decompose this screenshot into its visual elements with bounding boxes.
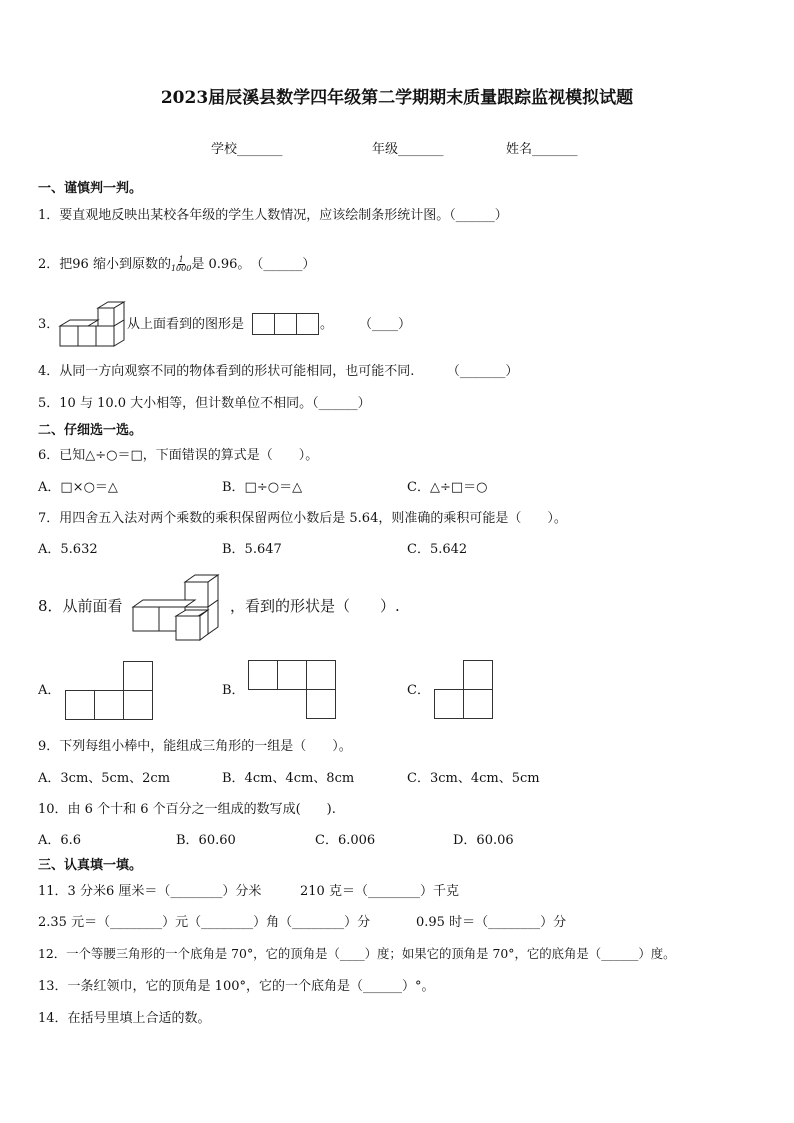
question-5: 5．10 与 10.0 大小相等，但计数单位不相同。（______） <box>38 396 371 411</box>
fraction-numerator: 1 <box>178 255 184 264</box>
question-11-part-3: 2.35 元＝（________）元（________）角（________）分 <box>38 915 371 930</box>
section-heading-2: 二、仔细选一选。 <box>38 423 143 438</box>
section-heading-1: 一、谨慎判一判。 <box>38 181 143 196</box>
q8c-square <box>463 660 493 690</box>
q8-option-b[interactable]: B． <box>222 683 245 698</box>
q6-option-a[interactable]: A．□×○＝△ <box>38 480 118 495</box>
q6-option-b[interactable]: B．□÷○＝△ <box>222 480 303 495</box>
q8b-square <box>306 660 336 690</box>
q8a-square <box>123 690 153 720</box>
q8-cube-figure <box>130 572 220 642</box>
question-2 <box>38 256 315 273</box>
question-3-number: 3． <box>38 317 60 332</box>
q8c-square <box>434 689 464 719</box>
q8b-square <box>248 660 278 690</box>
question-11-part-1: 11．3 分米6 厘米＝（________）分米 <box>38 884 262 899</box>
question-13: 13．一条红领巾，它的顶角是 100°，它的一个底角是（______）°。 <box>38 979 435 994</box>
q8b-square <box>277 660 307 690</box>
question-4: 4．从同一方向观察不同的物体看到的形状可能相同，也可能不同. （_______） <box>38 364 519 379</box>
top-view-square-3 <box>296 313 319 335</box>
q7-option-b[interactable]: B．5.647 <box>222 542 282 557</box>
top-view-square-1 <box>252 313 275 335</box>
q8a-square <box>123 661 153 691</box>
top-view-square-2 <box>274 313 297 335</box>
question-8-pre: 8．从前面看 <box>38 597 123 615</box>
question-2-post: 是 0.96。 （______） <box>191 257 316 272</box>
q10-option-d[interactable]: D．60.06 <box>453 833 514 848</box>
question-7: 7．用四舍五入法对两个乘数的乘积保留两位小数后是 5.64，则准确的乘积可能是（ ）。 <box>38 511 567 526</box>
q8b-square <box>306 689 336 719</box>
q9-option-c[interactable]: C．3cm、4cm、5cm <box>407 771 540 786</box>
q3-cube-figure <box>58 300 126 350</box>
question-12: 12．一个等腰三角形的一个底角是 70°，它的顶角是（____）度；如果它的顶角是 70°，它的底角是（______）度。 <box>38 946 676 961</box>
q8a-square <box>65 690 95 720</box>
q6-option-c[interactable]: C．△÷□＝○ <box>407 480 488 495</box>
section-heading-3: 三、认真填一填。 <box>38 858 143 873</box>
q9-option-a[interactable]: A．3cm、5cm、2cm <box>38 771 171 786</box>
question-3-answer: 。 （____） <box>320 317 412 332</box>
q9-option-b[interactable]: B．4cm、4cm、8cm <box>222 771 355 786</box>
question-11-part-4: 0.95 时＝（________）分 <box>416 915 567 930</box>
grade-field[interactable]: 年级_______ <box>372 142 444 157</box>
q8-option-c[interactable]: C． <box>407 683 430 698</box>
fraction <box>171 256 191 273</box>
question-11-part-2: 210 克＝（________）千克 <box>300 884 459 899</box>
q8c-square <box>463 689 493 719</box>
q7-option-c[interactable]: C．5.642 <box>407 542 468 557</box>
question-9: 9．下列每组小棒中，能组成三角形的一组是（ ）。 <box>38 739 352 754</box>
question-14: 14．在括号里填上合适的数。 <box>38 1011 211 1026</box>
name-field[interactable]: 姓名_______ <box>506 142 578 157</box>
q8a-square <box>94 690 124 720</box>
question-8-post: ，看到的形状是（ ）. <box>230 597 400 615</box>
question-3-text: 从上面看到的图形是 <box>127 317 245 332</box>
question-10: 10．由 6 个十和 6 个百分之一组成的数写成( ). <box>38 802 336 817</box>
page-title: 2023届辰溪县数学四年级第二学期期末质量跟踪监视模拟试题 <box>160 88 634 108</box>
q10-option-b[interactable]: B．60.60 <box>176 833 236 848</box>
q10-option-a[interactable]: A．6.6 <box>38 833 82 848</box>
question-2-pre: 2．把96 缩小到原数的 <box>38 257 171 272</box>
q10-option-c[interactable]: C．6.006 <box>315 833 376 848</box>
q7-option-a[interactable]: A．5.632 <box>38 542 98 557</box>
q8-option-a[interactable]: A． <box>38 683 61 698</box>
fraction-denominator: 1000 <box>170 264 192 273</box>
school-field[interactable]: 学校_______ <box>211 142 283 157</box>
question-1: 1．要直观地反映出某校各年级的学生人数情况，应该绘制条形统计图。（______） <box>38 208 508 223</box>
question-6: 6．已知△÷○＝□，下面错误的算式是（ ）。 <box>38 448 319 463</box>
